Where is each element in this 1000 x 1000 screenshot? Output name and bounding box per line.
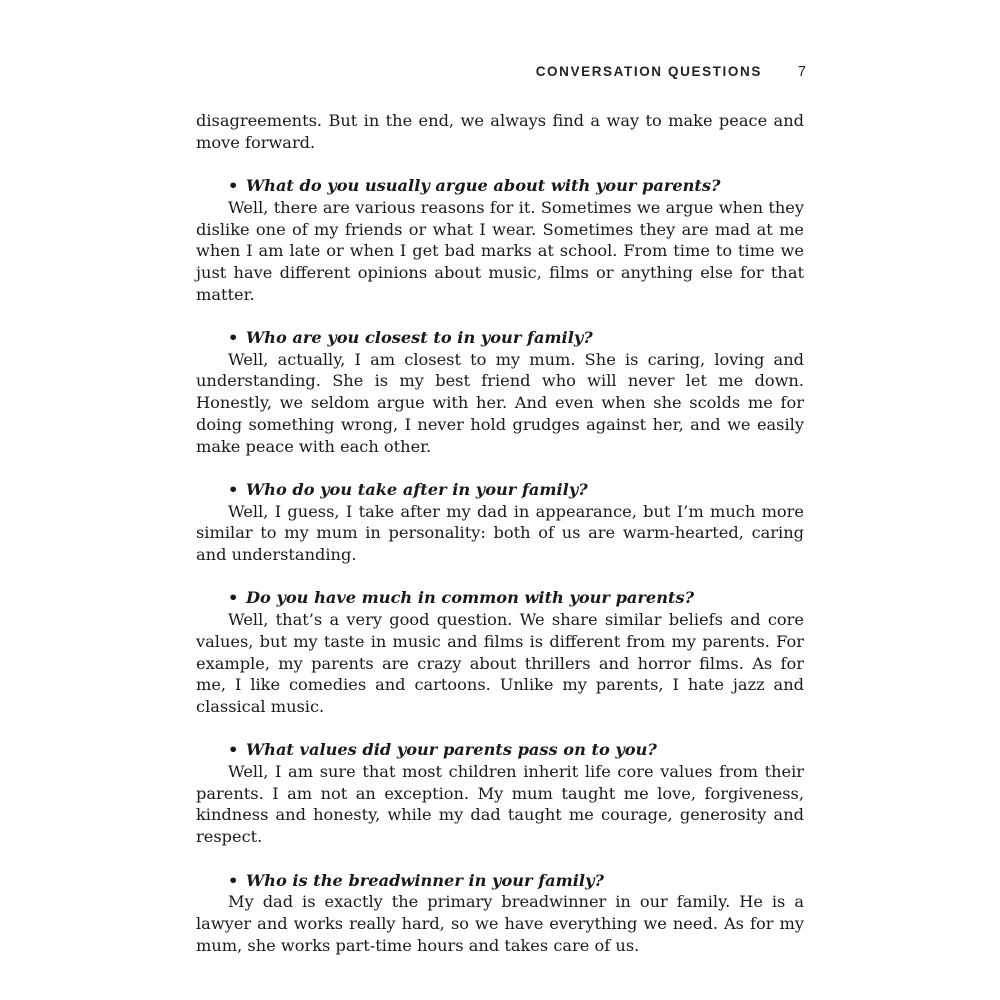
body-text <box>196 110 804 956</box>
qa-item <box>196 327 804 457</box>
running-header <box>536 64 806 80</box>
question <box>196 175 804 197</box>
bullet-icon: • <box>228 870 239 890</box>
question-text: What values did your parents pass on to you? <box>246 740 657 760</box>
qa-item <box>196 175 804 305</box>
qa-item <box>196 870 804 957</box>
bullet-icon: • <box>228 479 239 499</box>
continuation-paragraph: disagreements. But in the end, we always find a way to make peace and move forward. <box>196 111 804 152</box>
question <box>196 870 804 892</box>
answer: Well, I guess, I take after my dad in appearance, but I’m much more similar to my mum in personality: both of us are warm-hearted, caring and understanding. <box>196 501 804 565</box>
question <box>196 587 804 609</box>
bullet-icon: • <box>228 328 239 347</box>
question <box>196 479 804 501</box>
question-text: Do you have much in common with your parents? <box>246 588 695 608</box>
bullet-icon: • <box>228 588 239 608</box>
answer: Well, actually, I am closest to my mum. She is caring, loving and understanding. She is my best friend who will never let me down. Honestly, we seldom argue with her. And even when she scolds me for doing something wrong, I never hold grudges against her, and we easily make peace with each other. <box>196 349 804 456</box>
answer: Well, I am sure that most children inherit life core values from their parents. I am not an exception. My mum taught me love, forgiveness, kindness and honesty, while my dad taught me courage, generosity and respect. <box>196 762 804 847</box>
qa-item <box>196 739 804 848</box>
qa-item <box>196 587 804 717</box>
question <box>196 327 804 349</box>
bullet-icon: • <box>228 740 239 760</box>
answer: Well, that’s a very good question. We share similar beliefs and core values, but my taste in music and films is different from my parents. For example, my parents are crazy about thrillers and horror films. As for me, I like comedies and cartoons. Unlike my parents, I hate jazz and classical music. <box>196 610 804 716</box>
question <box>196 739 804 761</box>
question-text: Who do you take after in your family? <box>246 479 588 499</box>
question-text: Who are you closest to in your family? <box>246 328 593 347</box>
answer: Well, there are various reasons for it. Sometimes we argue when they dislike one of my friends or what I wear. Sometimes they are mad at me when I am late or when I get bad marks at school. From time to time we just have different opinions about music, films or anything else for that matter. <box>196 197 804 304</box>
section-title: CONVERSATION QUESTIONS <box>535 64 762 79</box>
bullet-icon: • <box>228 176 239 196</box>
question-text: Who is the breadwinner in your family? <box>246 870 604 890</box>
answer: My dad is exactly the primary breadwinner in our family. He is a lawyer and works really hard, so we have everything we need. As for my mum, she works part-time hours and takes care of us. <box>196 892 804 955</box>
qa-item <box>196 479 804 566</box>
question-text: What do you usually argue about with your parents? <box>246 176 721 196</box>
page-number: 7 <box>797 64 806 80</box>
